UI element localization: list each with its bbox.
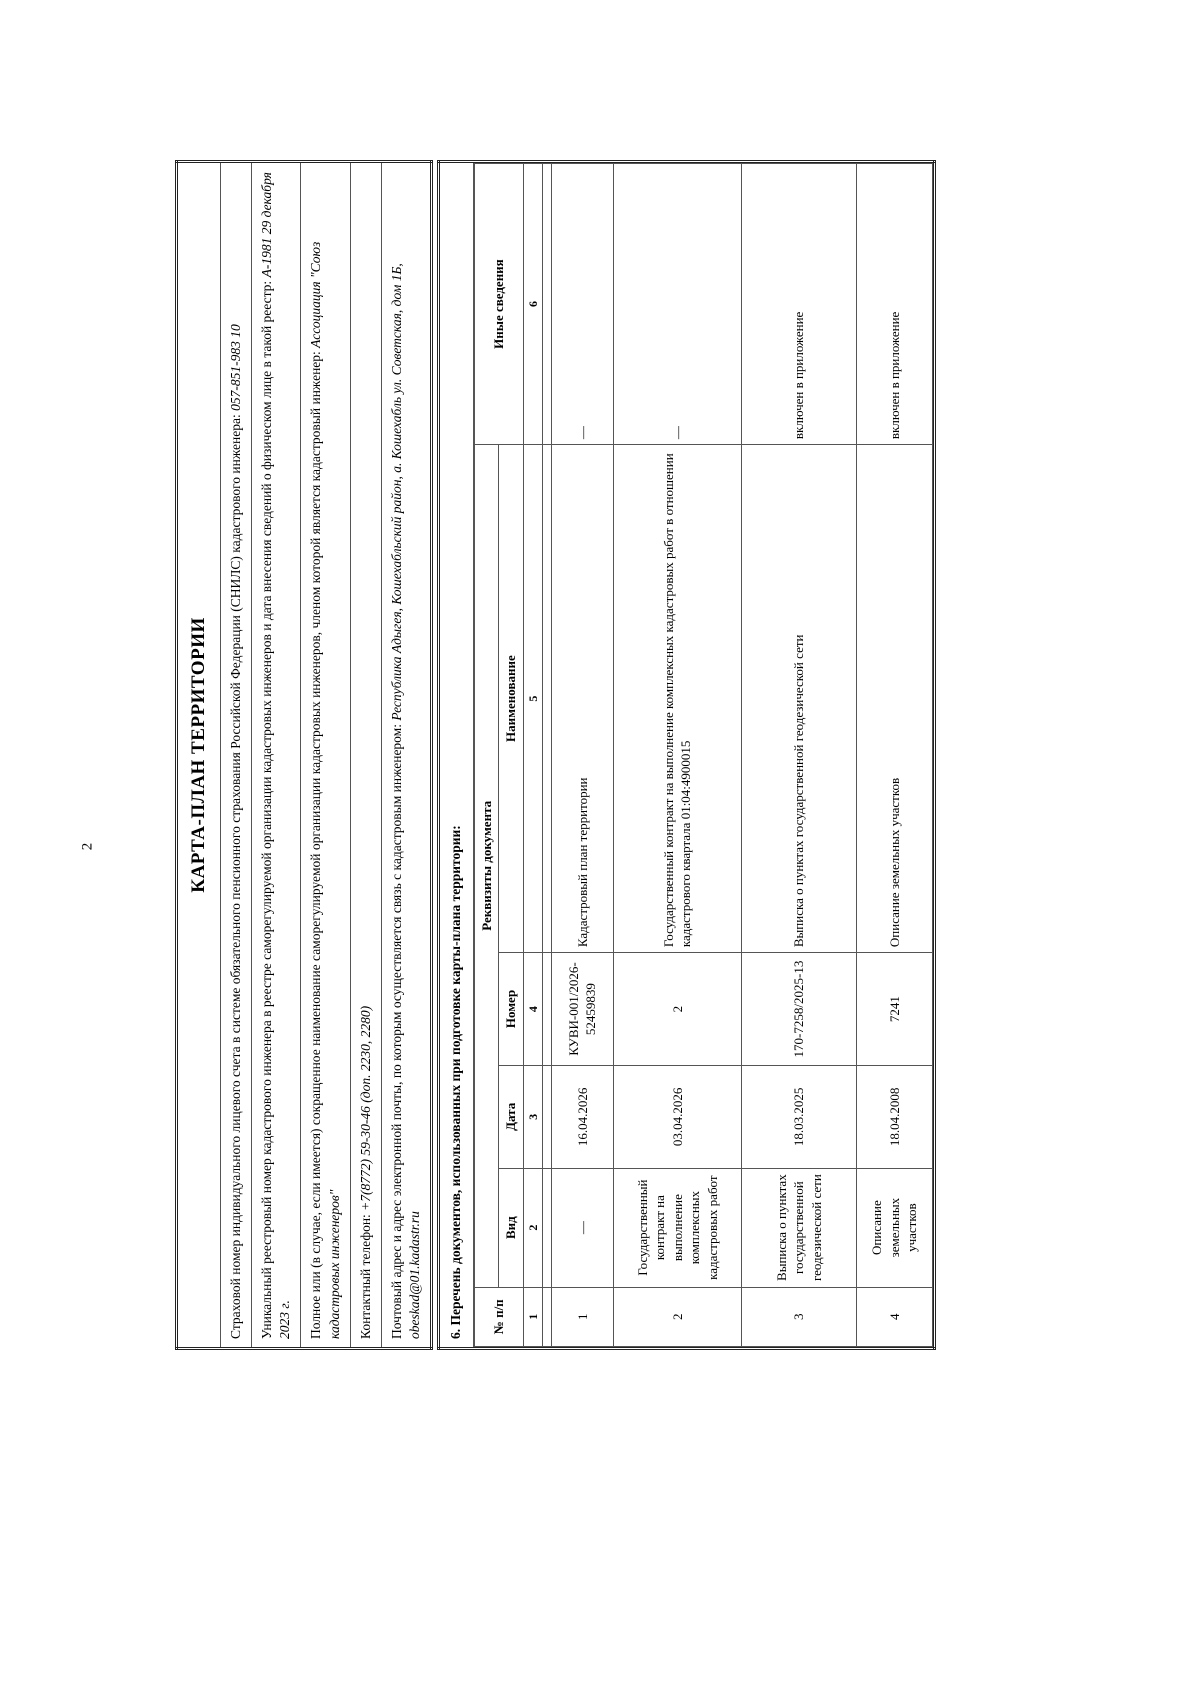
snils-value: 057-851-983 10 xyxy=(227,324,243,411)
row-num: 4 xyxy=(856,1287,932,1346)
row-name: Кадастровый план территории xyxy=(551,445,613,953)
row-name: Выписка о пунктах государственной геодезической сети xyxy=(741,445,856,953)
header-other: Иные сведения xyxy=(474,164,523,445)
sro-row xyxy=(301,162,350,1349)
col-number: 5 xyxy=(523,445,542,953)
row-date: 18.04.2008 xyxy=(856,1066,932,1169)
row-date: 16.04.2026 xyxy=(551,1066,613,1169)
table-row xyxy=(856,164,932,1347)
address-row xyxy=(381,162,431,1349)
rotated-document xyxy=(175,160,935,1350)
row-number: 7241 xyxy=(856,953,932,1066)
registry-label: Уникальный реестровый номер кадастрового инженера в реестре саморегулируемой организации кадастровых инженеров и дата внесения сведений о физическом лице в такой реестр: xyxy=(258,277,274,1339)
col-number: 2 xyxy=(523,1168,542,1287)
header-group: Реквизиты документа xyxy=(474,445,499,1287)
phone-value: +7(8772) 59-30-46 (доп. 2230, 2280) xyxy=(357,1005,373,1211)
col-number: 4 xyxy=(523,953,542,1066)
row-date: 03.04.2026 xyxy=(613,1066,741,1169)
header-date: Дата xyxy=(499,1066,524,1169)
header-kind: Вид xyxy=(499,1168,524,1287)
address-label: Почтовый адрес и адрес электронной почты, по которым осуществляется связь с кадастровым инженером: xyxy=(388,720,404,1339)
row-name: Описание земельных участков xyxy=(856,445,932,953)
table-row xyxy=(741,164,856,1347)
row-kind: Описание земельных участков xyxy=(856,1168,932,1287)
page-number: 2 xyxy=(79,842,96,851)
row-other: — xyxy=(551,164,613,445)
documents-table xyxy=(474,163,933,1347)
address-value: Республика Адыгея, Кошехабльский район, а. Кошехабль ул. Советская, дом 1Б, obeskad@01.kadastr.ru xyxy=(388,263,423,1339)
registry-row xyxy=(251,162,300,1349)
row-num: 3 xyxy=(741,1287,856,1346)
header-num: № п/п xyxy=(474,1287,523,1346)
header-number: Номер xyxy=(499,953,524,1066)
table-row xyxy=(613,164,741,1347)
row-number: 2 xyxy=(613,953,741,1066)
row-name: Государственный контракт на выполнение комплексных кадастровых работ в отношении кадастрового квартала 01:04:4900015 xyxy=(613,445,741,953)
row-number: 170-7258/2025-13 xyxy=(741,953,856,1066)
col-number: 1 xyxy=(523,1287,542,1346)
row-date: 18.03.2025 xyxy=(741,1066,856,1169)
row-other: включен в приложение xyxy=(856,164,932,445)
row-num: 1 xyxy=(551,1287,613,1346)
documents-section xyxy=(437,160,936,1350)
section-title: 6. Перечень документов, использованных при подготовке карты-плана территории: xyxy=(439,162,473,1349)
snils-row xyxy=(220,162,251,1349)
row-number: КУВИ-001/2026-52459839 xyxy=(551,953,613,1066)
snils-label: Страховой номер индивидуального лицевого счета в системе обязательного пенсионного страхования Российской Федерации (СНИЛС) кадастрового инженера: xyxy=(227,410,243,1339)
col-number: 6 xyxy=(523,164,542,445)
col-number: 3 xyxy=(523,1066,542,1169)
header-name: Наименование xyxy=(499,445,524,953)
info-table xyxy=(175,160,433,1350)
registry-value: А-1981 29 декабря 2023 г. xyxy=(258,172,293,1339)
row-num: 2 xyxy=(613,1287,741,1346)
phone-row xyxy=(350,162,381,1349)
sro-label: Полное или (в случае, если имеется) сокращенное наименование саморегулируемой организации кадастровых инженеров, членом которой является кадастровый инженер: xyxy=(308,347,324,1339)
row-kind: — xyxy=(551,1168,613,1287)
row-other: включен в приложение xyxy=(741,164,856,445)
table-row xyxy=(551,164,613,1347)
row-kind: Выписка о пунктах государственной геодезической сети xyxy=(741,1168,856,1287)
phone-label: Контактный телефон: xyxy=(357,1210,373,1339)
page-title: КАРТА-ПЛАН ТЕРРИТОРИИ xyxy=(177,162,221,1349)
sro-value: Ассоциация "Союз кадастровых инженеров" xyxy=(308,241,342,1339)
row-kind: Государственный контракт на выполнение комплексных кадастровых работ xyxy=(613,1168,741,1287)
row-other: — xyxy=(613,164,741,445)
